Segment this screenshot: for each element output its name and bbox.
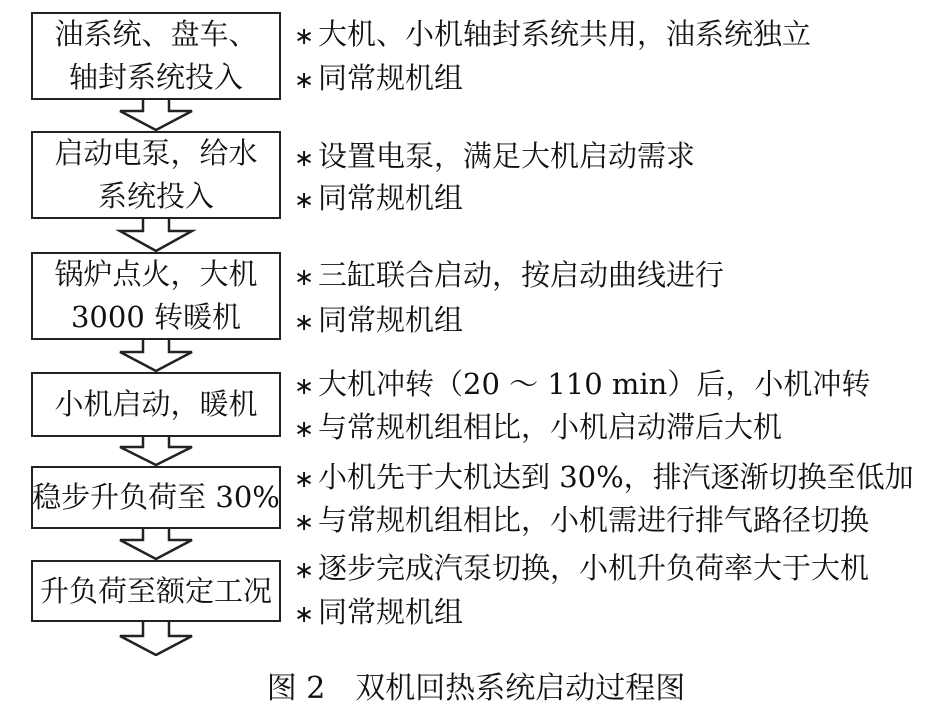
note-2b-text: 同常规机组 — [318, 181, 464, 215]
flow-arrow-3 — [115, 340, 197, 372]
step-2-line-2: 系统投入 — [97, 179, 214, 213]
note-6a-text: 逐步完成汽泵切换，小机升负荷率大于大机 — [318, 551, 870, 585]
asterisk-icon: ∗ — [293, 600, 315, 628]
note-5a — [290, 457, 914, 497]
note-3a-text: 三缸联合启动，按启动曲线进行 — [318, 258, 725, 292]
step-box-5 — [31, 466, 281, 529]
note-1b — [290, 58, 463, 98]
note-3b-text: 同常规机组 — [318, 303, 464, 337]
asterisk-icon: ∗ — [293, 415, 315, 443]
note-2a — [290, 136, 695, 176]
asterisk-icon: ∗ — [293, 263, 315, 291]
note-1a — [290, 14, 811, 54]
note-4b — [290, 407, 782, 447]
step-2-line-1: 启动电泵，给水 — [54, 136, 258, 170]
note-6b — [290, 592, 463, 632]
step-1-line-1: 油系统、盘车、 — [54, 17, 258, 51]
step-box-2 — [31, 131, 281, 219]
note-6b-text: 同常规机组 — [318, 595, 464, 629]
note-3b — [290, 300, 463, 340]
asterisk-icon: ∗ — [293, 66, 315, 94]
flow-arrow-1 — [115, 100, 197, 131]
flow-arrow-4 — [115, 437, 197, 466]
step-1-line-2: 轴封系统投入 — [68, 60, 243, 94]
note-5b-text: 与常规机组相比，小机需进行排气路径切换 — [318, 503, 870, 537]
note-1b-text: 同常规机组 — [318, 61, 464, 95]
flow-arrow-2 — [115, 219, 197, 252]
note-2a-text: 设置电泵，满足大机启动需求 — [318, 139, 696, 173]
figure-caption: 图 2 双机回热系统启动过程图 — [266, 671, 686, 706]
step-6-line-1: 升负荷至额定工况 — [39, 573, 272, 608]
step-box-6 — [31, 560, 281, 622]
asterisk-icon: ∗ — [293, 144, 315, 172]
asterisk-icon: ∗ — [293, 465, 315, 493]
step-box-4 — [31, 372, 281, 437]
note-4b-text: 与常规机组相比，小机启动滞后大机 — [318, 410, 783, 444]
step-3-line-2: 3000 转暖机 — [70, 300, 242, 334]
note-5a-text: 小机先于大机达到 30%，排汽逐渐切换至低加 — [318, 460, 914, 494]
asterisk-icon: ∗ — [293, 186, 315, 214]
step-5-line-1: 稳步升负荷至 30% — [32, 480, 280, 514]
asterisk-icon: ∗ — [293, 308, 315, 336]
note-4a-text: 大机冲转（20 ～ 110 min）后，小机冲转 — [318, 367, 871, 401]
asterisk-icon: ∗ — [293, 556, 315, 584]
asterisk-icon: ∗ — [293, 22, 315, 50]
asterisk-icon: ∗ — [293, 372, 315, 400]
note-4a — [290, 364, 870, 404]
step-box-1 — [31, 12, 281, 100]
note-2b — [290, 178, 463, 218]
step-4-line-1: 小机启动，暖机 — [54, 387, 258, 421]
asterisk-icon: ∗ — [293, 508, 315, 536]
note-3a — [290, 255, 724, 295]
flow-arrow-5 — [115, 529, 197, 560]
step-3-line-1: 锅炉点火，大机 — [54, 257, 258, 291]
step-box-3 — [31, 252, 281, 340]
flow-arrow-6 — [115, 622, 197, 656]
note-6a — [290, 548, 869, 588]
note-1a-text: 大机、小机轴封系统共用，油系统独立 — [318, 17, 812, 51]
note-5b — [290, 500, 869, 540]
